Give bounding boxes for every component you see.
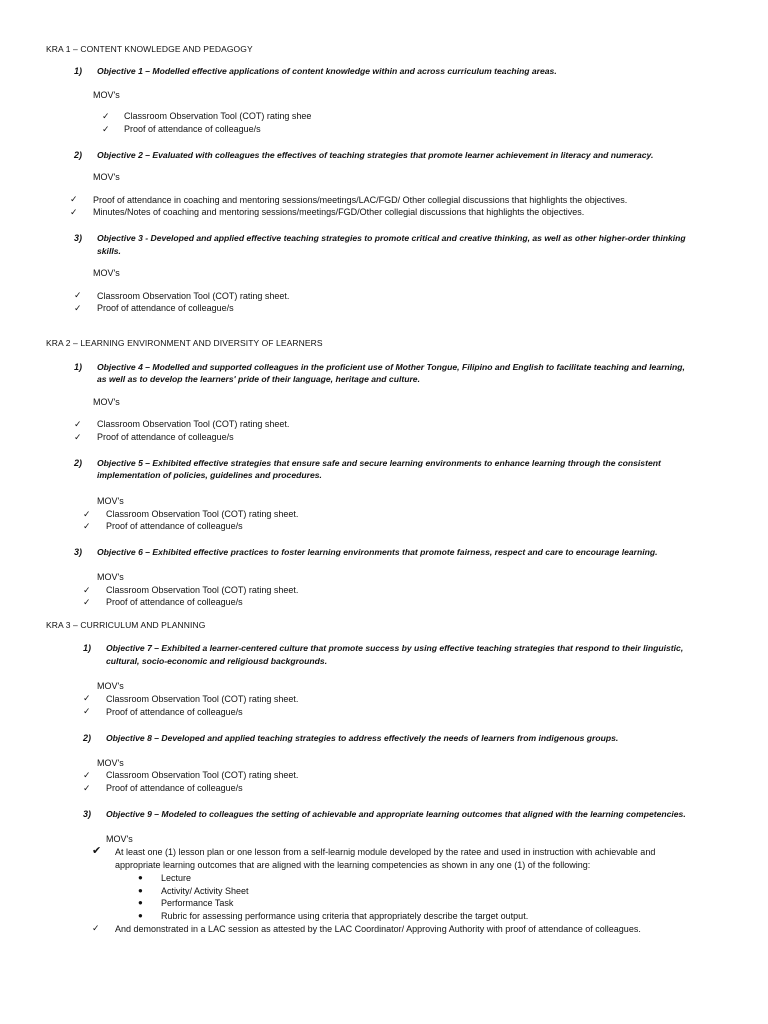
objective-6-number: 3) xyxy=(74,547,83,557)
check-icon: ✓ xyxy=(83,597,91,607)
check-icon: ✓ xyxy=(83,706,91,716)
bullet-icon: ● xyxy=(138,873,143,882)
objective-8-mov-item: Classroom Observation Tool (COT) rating sheet. xyxy=(106,770,299,780)
check-icon: ✓ xyxy=(70,194,78,204)
objective-4-text-cont: as well as to develop the learners' pride of their language, heritage and culture. xyxy=(97,374,420,384)
bullet-icon: ● xyxy=(138,911,143,920)
objective-8-text: Objective 8 – Developed and applied teaching strategies to address effectively the needs of learners from indigenous groups. xyxy=(106,733,619,743)
objective-2-number: 2) xyxy=(74,150,83,160)
kra1-heading: KRA 1 – CONTENT KNOWLEDGE AND PEDAGOGY xyxy=(46,44,253,54)
objective-1-number: 1) xyxy=(74,66,83,76)
objective-3-mov-item: Proof of attendance of colleague/s xyxy=(97,303,234,313)
objective-8-mov-item: Proof of attendance of colleague/s xyxy=(106,783,243,793)
objective-5-mov-item: Classroom Observation Tool (COT) rating sheet. xyxy=(106,509,299,519)
bullet-icon: ● xyxy=(138,898,143,907)
check-icon: ✓ xyxy=(74,290,82,300)
objective-8-mov-label: MOV's xyxy=(97,758,124,768)
objective-3-mov-label: MOV's xyxy=(93,268,120,278)
kra3-heading: KRA 3 – CURRICULUM AND PLANNING xyxy=(46,620,206,630)
objective-6-text: Objective 6 – Exhibited effective practices to foster learning environments that promote fairness, respect and care to encourage learning. xyxy=(97,547,658,557)
objective-9-mov-item: At least one (1) lesson plan or one lesson from a self-learnig module developed by the ratee and used in instruction with achievable and xyxy=(115,847,656,857)
objective-5-mov-label: MOV's xyxy=(97,496,124,506)
check-icon: ✓ xyxy=(83,521,91,531)
objective-9-bullet-item: Activity/ Activity Sheet xyxy=(161,886,249,896)
objective-9-bullet-item: Rubric for assessing performance using criteria that appropriately describe the target output. xyxy=(161,911,529,921)
objective-2-text: Objective 2 – Evaluated with colleagues the effectives of teaching strategies that promote learner achievement in literacy and numeracy. xyxy=(97,150,654,160)
check-icon: ✓ xyxy=(74,303,82,313)
objective-7-number: 1) xyxy=(83,643,92,653)
check-icon: ✓ xyxy=(74,432,82,442)
objective-4-mov-item: Classroom Observation Tool (COT) rating sheet. xyxy=(97,419,290,429)
objective-4-text: Objective 4 – Modelled and supported colleagues in the proficient use of Mother Tongue, Filipino and English to facilitate teaching and learning, xyxy=(97,362,685,372)
objective-2-mov-item: Minutes/Notes of coaching and mentoring sessions/meetings/FGD/Other collegial discussions that highlights the objectives. xyxy=(93,207,585,217)
check-icon: ✓ xyxy=(102,124,110,134)
check-bold-icon: ✔ xyxy=(92,845,102,857)
check-icon: ✓ xyxy=(83,770,91,780)
objective-9-number: 3) xyxy=(83,809,92,819)
objective-9-text: Objective 9 – Modeled to colleagues the setting of achievable and appropriate learning outcomes that aligned with the learning competencies. xyxy=(106,809,686,819)
objective-1-mov-item: Classroom Observation Tool (COT) rating shee xyxy=(124,111,312,121)
objective-8-number: 2) xyxy=(83,733,92,743)
check-icon: ✓ xyxy=(83,693,91,703)
objective-2-mov-item: Proof of attendance in coaching and mentoring sessions/meetings/LAC/FGD/ Other collegial discussions that highlights the objectives. xyxy=(93,195,628,205)
objective-9-bullet-item: Lecture xyxy=(161,873,192,883)
check-icon: ✓ xyxy=(70,207,78,217)
check-icon: ✓ xyxy=(83,509,91,519)
objective-6-mov-item: Proof of attendance of colleague/s xyxy=(106,597,243,607)
bullet-icon: ● xyxy=(138,886,143,895)
objective-7-mov-item: Proof of attendance of colleague/s xyxy=(106,707,243,717)
objective-5-text: Objective 5 – Exhibited effective strategies that ensure safe and secure learning environments to enhance learning through the consistent xyxy=(97,458,661,468)
objective-7-mov-item: Classroom Observation Tool (COT) rating sheet. xyxy=(106,694,299,704)
objective-9-mov-item-cont: appropriate learning outcomes that are aligned with the learning competencies as shown in any one (1) of the following: xyxy=(115,860,591,870)
objective-4-mov-item: Proof of attendance of colleague/s xyxy=(97,432,234,442)
objective-3-mov-item: Classroom Observation Tool (COT) rating sheet. xyxy=(97,291,290,301)
objective-4-mov-label: MOV's xyxy=(93,397,120,407)
kra2-heading: KRA 2 – LEARNING ENVIRONMENT AND DIVERSITY OF LEARNERS xyxy=(46,338,323,348)
objective-1-mov-item: Proof of attendance of colleague/s xyxy=(124,124,261,134)
objective-5-number: 2) xyxy=(74,458,83,468)
objective-3-number: 3) xyxy=(74,233,83,243)
objective-9-mov-label: MOV's xyxy=(106,834,133,844)
objective-3-text-cont: skills. xyxy=(97,246,121,256)
objective-5-text-cont: implementation of policies, guidelines and procedures. xyxy=(97,470,322,480)
objective-7-mov-label: MOV's xyxy=(97,681,124,691)
objective-9-mov-item: And demonstrated in a LAC session as attested by the LAC Coordinator/ Approving Authority with proof of attendance of colleagues. xyxy=(115,924,641,934)
objective-1-text: Objective 1 – Modelled effective applications of content knowledge within and across curriculum teaching areas. xyxy=(97,66,557,76)
objective-2-mov-label: MOV's xyxy=(93,172,120,182)
check-icon: ✓ xyxy=(92,923,100,933)
objective-1-mov-label: MOV's xyxy=(93,90,120,100)
objective-7-text: Objective 7 – Exhibited a learner-centered culture that promote success by using effective teaching strategies that respond to their linguistic, xyxy=(106,643,684,653)
objective-5-mov-item: Proof of attendance of colleague/s xyxy=(106,521,243,531)
check-icon: ✓ xyxy=(83,585,91,595)
objective-4-number: 1) xyxy=(74,362,83,372)
check-icon: ✓ xyxy=(83,783,91,793)
check-icon: ✓ xyxy=(74,419,82,429)
check-icon: ✓ xyxy=(102,111,110,121)
objective-7-text-cont: cultural, socio-economic and religiousd backgrounds. xyxy=(106,656,328,666)
objective-6-mov-label: MOV's xyxy=(97,572,124,582)
objective-9-bullet-item: Performance Task xyxy=(161,898,234,908)
objective-6-mov-item: Classroom Observation Tool (COT) rating sheet. xyxy=(106,585,299,595)
objective-3-text: Objective 3 - Developed and applied effective teaching strategies to promote critical and creative thinking, as well as other higher-order thinking xyxy=(97,233,686,243)
